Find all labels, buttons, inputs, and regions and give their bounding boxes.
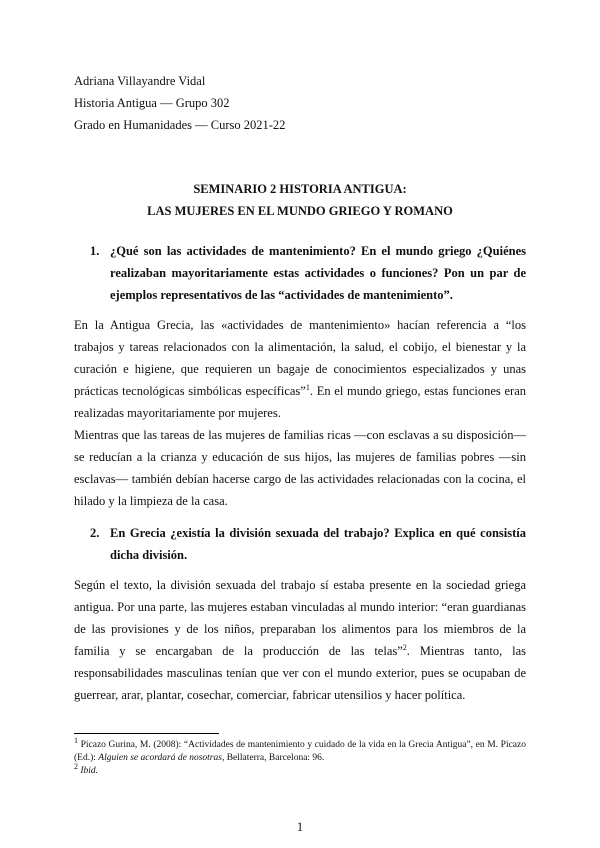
question-2	[90, 522, 526, 566]
answer-1-text-cont: . En el mundo griego, estas funciones eran realizadas mayoritariamente por mujeres.	[74, 384, 527, 420]
answer-1-paragraph-1	[74, 314, 526, 424]
question-text: En Grecia ¿existía la división sexuada del trabajo? Explica en qué consistía dicha división.	[110, 526, 526, 562]
question-number: 2.	[90, 526, 100, 540]
footnotes	[74, 735, 526, 778]
footnote-text-cont: , Bellaterra, Barcelona: 96.	[221, 753, 325, 763]
answer-2-paragraph	[74, 574, 526, 706]
answer-2-text-cont: . Mientras tanto, las responsabilidades masculinas tenían que ver con el mundo exterior, pues se ocupaban de guerrear, arar, plantar, cosechar, comerciar, fabricar utensilios y hacer política.	[74, 644, 526, 702]
question-number: 1.	[90, 244, 100, 258]
footnote-text: Picazo Gurina, M. (2008): “Actividades de mantenimiento y cuidado de la vida en la Grecia Antigua”, en M. Picazo (Ed.):	[74, 740, 526, 763]
document-header	[74, 70, 285, 136]
page-title	[0, 178, 600, 222]
footnote-divider	[74, 733, 219, 734]
footnote-2	[74, 761, 526, 778]
course-group: Historia Antigua — Grupo 302	[74, 96, 230, 110]
footnote-ibid: Ibid.	[80, 766, 99, 776]
footnote-1	[74, 735, 526, 765]
answer-1	[74, 314, 526, 512]
question-text: ¿Qué son las actividades de mantenimiento? En el mundo griego ¿Quiénes realizaban mayoritariamente estas actividades o funciones? Pon un par de ejemplos representativos de las “actividades de mantenimiento”.	[110, 244, 526, 302]
question-1	[90, 240, 526, 306]
author-name: Adriana Villayandre Vidal	[74, 74, 206, 88]
answer-1-text: En la Antigua Grecia, las «actividades de mantenimiento» hacían referencia a “los trabajos y tareas relacionados con la alimentación, la salud, el cobijo, el bienestar y la curación e higiene, que requieren un bagaje de conocimientos especializados y unas prácticas tecnológicas simbólicas específicas”	[74, 318, 526, 398]
degree-program: Grado en Humanidades — Curso 2021-22	[74, 118, 286, 132]
footnote-mark: 1	[74, 735, 78, 745]
answer-2-text: Según el texto, la división sexuada del trabajo sí estaba presente en la sociedad griega antigua. Por una parte, las mujeres estaban vinculadas al mundo interior: “eran guardianas de las provisiones y de los niños, preparaban los alimentos para los miembros de la familia y se encargaban de la producción de las telas”	[74, 578, 526, 658]
page-number: 1	[296, 820, 304, 834]
footnote-mark: 2	[74, 761, 78, 771]
answer-2	[74, 574, 526, 706]
footnote-ref-2: 2	[402, 642, 407, 652]
footnote-book-title: Alguien se acordará de nosotras	[98, 753, 222, 763]
title-line-2: LAS MUJERES EN EL MUNDO GRIEGO Y ROMANO	[147, 204, 453, 218]
title-line-1: SEMINARIO 2 HISTORIA ANTIGUA:	[193, 182, 407, 196]
footnote-ref-1: 1	[305, 382, 310, 392]
answer-1-paragraph-2: Mientras que las tareas de las mujeres de familias ricas —con esclavas a su disposición— se reducían a la crianza y educación de sus hijos, las mujeres de familias pobres —sin esclavas— también debían hacerse cargo de las actividades relacionadas con la cocina, el hilado y la limpieza de la casa.	[74, 428, 526, 508]
